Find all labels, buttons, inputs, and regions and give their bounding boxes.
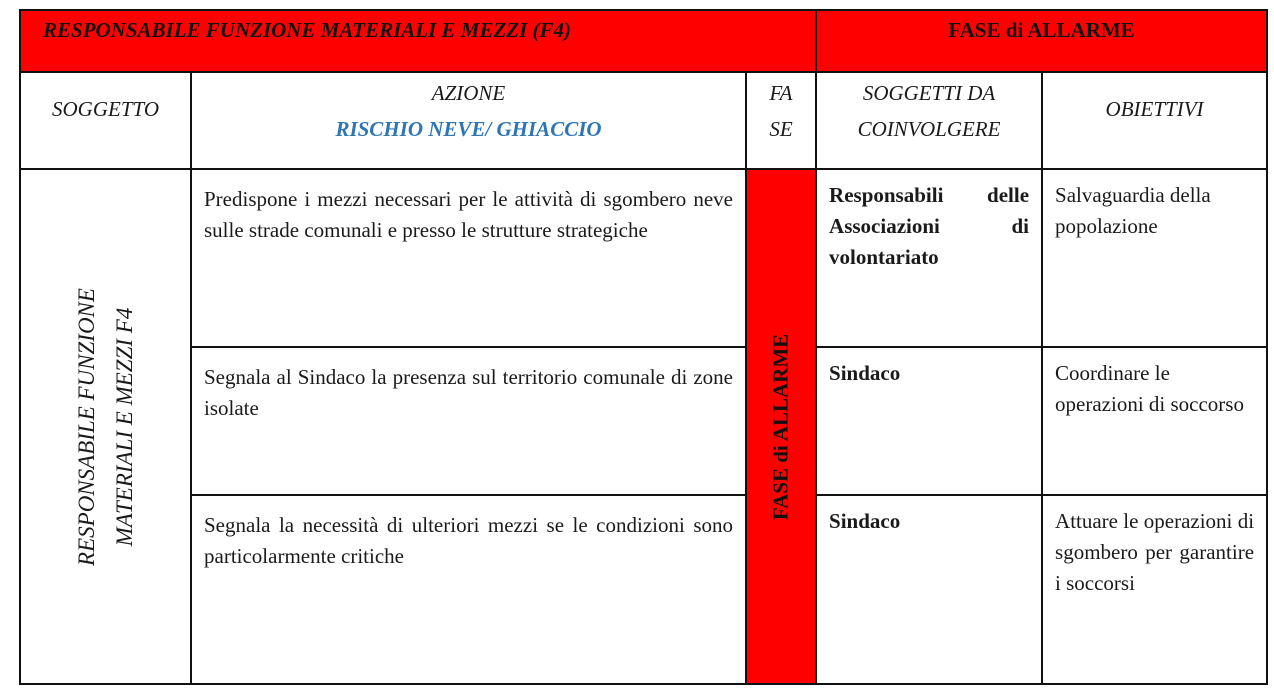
header-risk-type: RISCHIO NEVE/ GHIACCIO — [335, 117, 602, 141]
responsible-line1: RESPONSABILE FUNZIONE — [73, 287, 99, 566]
objective-cell: Coordinare le operazioni di soccorso — [1042, 347, 1267, 495]
table-row — [20, 347, 1267, 495]
header-obiettivi: OBIETTIVI — [1042, 72, 1267, 169]
header-azione — [191, 72, 746, 169]
header-coinvolgere-line1: SOGGETTI DA — [862, 81, 996, 105]
header-fase-line2: SE — [769, 117, 793, 141]
function-title: RESPONSABILE FUNZIONE MATERIALI E MEZZI (F4) — [20, 10, 816, 72]
header-soggetto: SOGGETTO — [20, 72, 191, 169]
header-coinvolgere-line2: COINVOLGERE — [857, 117, 1001, 141]
objective-cell: Salvaguardia della popolazione — [1042, 169, 1267, 347]
header-fase — [746, 72, 816, 169]
action-cell: Segnala al Sindaco la presenza sul territorio comunale di zone isolate — [191, 347, 746, 495]
phase-vertical-label: FASE di ALLARME — [768, 333, 793, 520]
table-row — [20, 169, 1267, 347]
subject-cell: Sindaco — [816, 495, 1042, 684]
objective-cell: Attuare le operazioni di sgombero per garantire i soccorsi — [1042, 495, 1267, 684]
column-header-row — [20, 72, 1267, 169]
table-row — [20, 495, 1267, 684]
responsible-subject-label — [68, 288, 144, 566]
subject-cell: Responsabili delle Associazioni di volontariato — [816, 169, 1042, 347]
header-fase-line1: FA — [769, 81, 793, 105]
emergency-procedure-table — [19, 9, 1268, 685]
subject-cell: Sindaco — [816, 347, 1042, 495]
title-row — [20, 10, 1267, 72]
header-azione-label: AZIONE — [431, 81, 506, 105]
responsible-subject-cell — [20, 169, 191, 684]
phase-vertical-cell — [746, 169, 816, 684]
header-soggetti-coinvolgere — [816, 72, 1042, 169]
action-cell: Segnala la necessità di ulteriori mezzi se le condizioni sono particolarmente critiche — [191, 495, 746, 684]
action-cell: Predispone i mezzi necessari per le attività di sgombero neve sulle strade comunali e presso le strutture strategiche — [191, 169, 746, 347]
responsible-line2: MATERIALI E MEZZI F4 — [111, 307, 137, 546]
phase-title: FASE di ALLARME — [816, 10, 1267, 72]
